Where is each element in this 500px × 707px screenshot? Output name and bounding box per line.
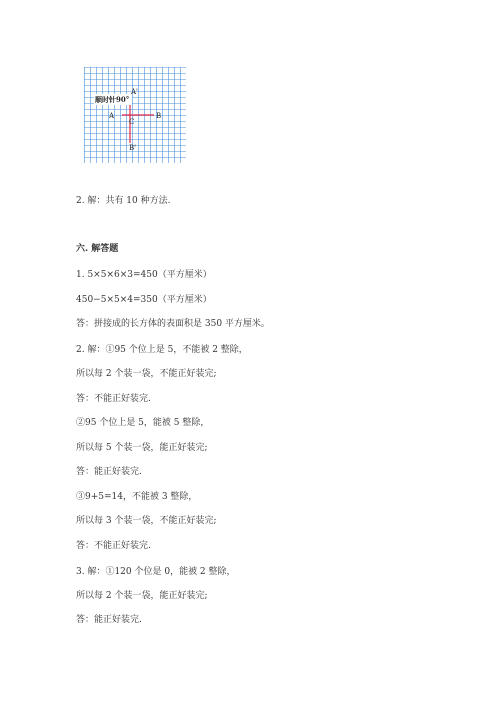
label-b-prime: B'	[129, 144, 137, 152]
q2-part2-reason: 所以每 5 个装一袋，能正好装完;	[76, 443, 208, 453]
q3-part1-answer: 答：能正好装完.	[76, 615, 142, 625]
label-b: B	[156, 112, 162, 120]
label-a-prime: A'	[131, 88, 138, 96]
q2-part2-answer: 答：能正好装完.	[76, 467, 142, 477]
grid-diagram	[84, 67, 186, 163]
q1-answer: 答：拼接成的长方体的表面积是 350 平方厘米。	[76, 319, 270, 329]
q3-part1-solution: 3. 解：①120 个位是 0，能被 2 整除，	[76, 567, 236, 577]
label-a: A	[109, 112, 115, 120]
q1-step-1: 1. 5×5×6×3=450（平方厘米）	[76, 270, 212, 280]
q2-part2-solution: ②95 个位上是 5，能被 5 整除，	[76, 418, 210, 428]
section-heading: 六. 解答题	[76, 244, 119, 254]
answer-2-methods: 2. 解：共有 10 种方法.	[76, 196, 171, 206]
q1-step-2: 450−5×5×4=350（平方厘米）	[76, 295, 212, 305]
q2-part3-solution: ③9+5=14，不能被 3 整除，	[76, 492, 198, 502]
label-c: C	[129, 118, 135, 126]
rotation-grid-figure	[84, 67, 186, 163]
rotate-label: 顺时针90°	[95, 95, 130, 104]
q2-part1-reason: 所以每 2 个装一袋，不能正好装完;	[76, 369, 217, 379]
q2-part3-answer: 答：不能正好装完.	[76, 541, 151, 551]
q2-part1-answer: 答：不能正好装完.	[76, 394, 151, 404]
q2-part3-reason: 所以每 3 个装一袋，不能正好装完;	[76, 516, 217, 526]
q2-part1-solution: 2. 解：①95 个位上是 5，不能被 2 整除，	[76, 345, 248, 355]
q3-part1-reason: 所以每 2 个装一袋，能正好装完;	[76, 591, 208, 601]
